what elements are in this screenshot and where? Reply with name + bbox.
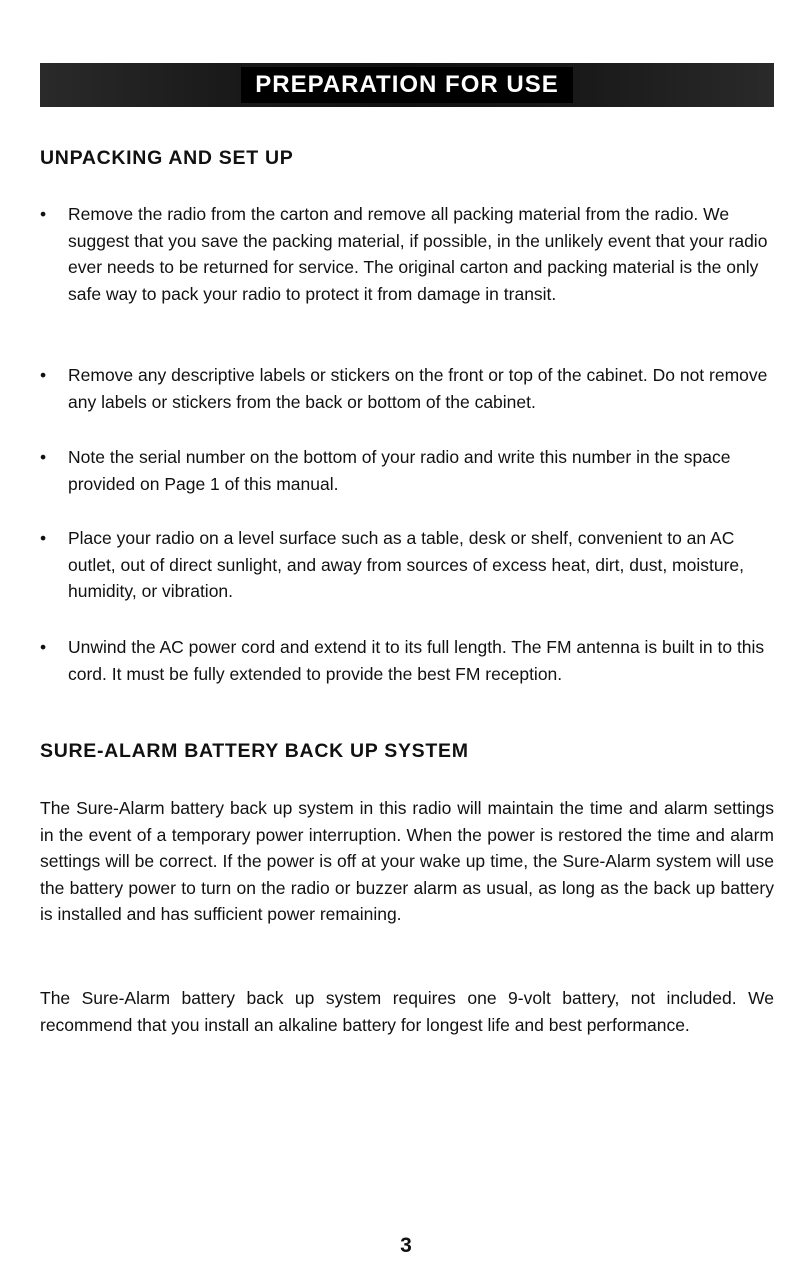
bullet-icon: • bbox=[40, 528, 47, 548]
bullet-icon: • bbox=[40, 365, 47, 385]
banner-title: PREPARATION FOR USE bbox=[241, 67, 572, 103]
bullet-text: Remove the radio from the carton and remove all packing material from the radio. We suggest that you save the packing material, if possible, in the unlikely event that your radio ever needs to be returned for service. The original carton and packing material is the only safe way to pack your radio to protect it from damage in transit. bbox=[68, 204, 768, 304]
bullet-text: Unwind the AC power cord and extend it to its full length. The FM antenna is built in to this cord. It must be fully extended to provide the best FM reception. bbox=[68, 637, 765, 684]
page-number: 3 bbox=[400, 1234, 412, 1257]
bullet-icon: • bbox=[40, 637, 47, 657]
unpacking-heading: UNPACKING AND SET UP bbox=[40, 147, 294, 169]
battery-paragraph-2: The Sure-Alarm battery back up system requires one 9-volt battery, not included. We recommend that you install an alkaline battery for longest life and best performance. bbox=[40, 988, 774, 1035]
section-banner bbox=[40, 63, 774, 107]
bullet-text: Note the serial number on the bottom of your radio and write this number in the space provided on Page 1 of this manual. bbox=[68, 447, 731, 494]
bullet-icon: • bbox=[40, 204, 47, 224]
bullet-text: Place your radio on a level surface such as a table, desk or shelf, convenient to an AC outlet, out of direct sunlight, and away from sources of excess heat, dirt, dust, moisture, humidity, or vibration. bbox=[68, 528, 745, 601]
bullet-icon: • bbox=[40, 447, 47, 467]
battery-heading: SURE-ALARM BATTERY BACK UP SYSTEM bbox=[40, 740, 469, 762]
bullet-text: Remove any descriptive labels or stickers on the front or top of the cabinet. Do not remove any labels or stickers from the back or bottom of the cabinet. bbox=[68, 365, 768, 412]
battery-paragraph-1: The Sure-Alarm battery back up system in this radio will maintain the time and alarm settings in the event of a temporary power interruption. When the power is restored the time and alarm settings will be correct. If the power is off at your wake up time, the Sure-Alarm system will use the battery power to turn on the radio or buzzer alarm as usual, as long as the back up battery is installed and has sufficient power remaining. bbox=[40, 798, 774, 924]
